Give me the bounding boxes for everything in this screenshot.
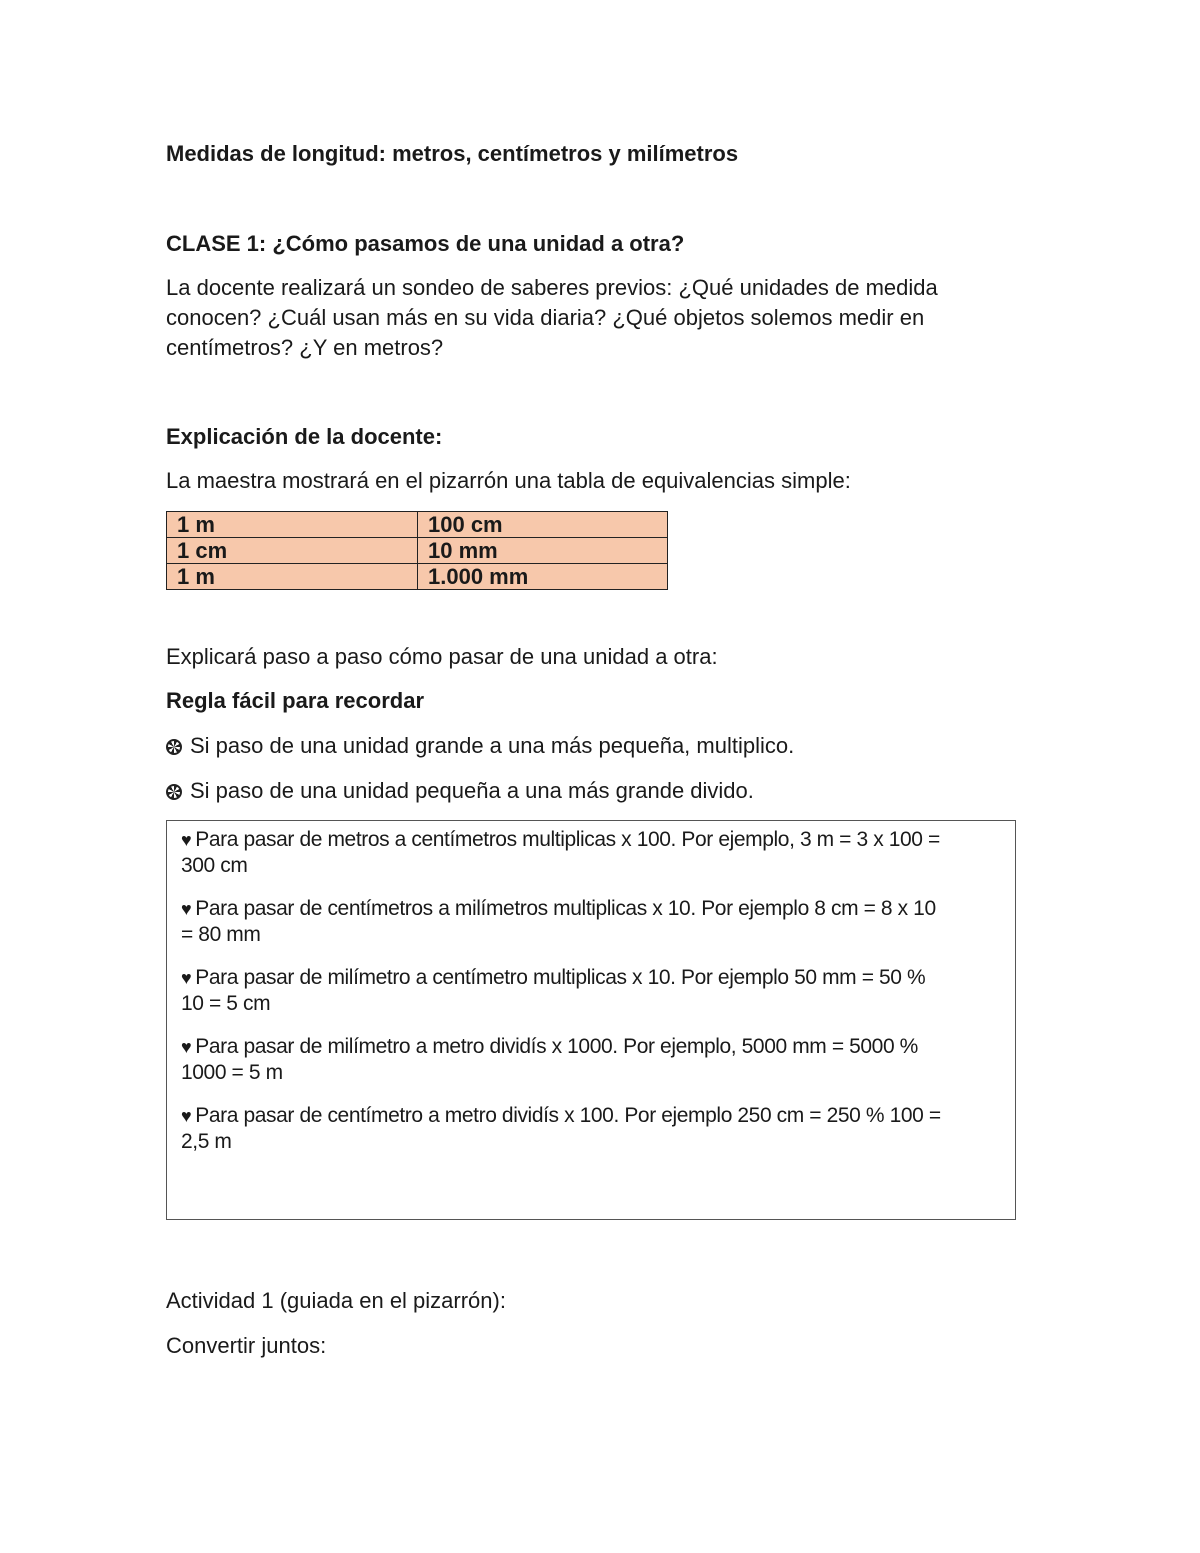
rule-item xyxy=(181,827,1003,879)
table-cell: 1.000 mm xyxy=(418,564,668,590)
rule-line: Para pasar de milímetro a centímetro multiplicas x 10. Por ejemplo 50 mm = 50 % xyxy=(195,966,926,989)
rule-line: Para pasar de milímetro a metro dividís x 1000. Por ejemplo, 5000 mm = 5000 % xyxy=(195,1035,918,1058)
intro-line: conocen? ¿Cuál usan más en su vida diaria? ¿Qué objetos solemos medir en xyxy=(166,305,925,330)
heart-icon: ♥ xyxy=(181,1037,192,1057)
intro-paragraph xyxy=(166,273,1026,363)
document-title: Medidas de longitud: metros, centímetros y milímetros xyxy=(166,141,739,166)
equivalence-table xyxy=(166,511,668,590)
rule-item xyxy=(181,965,1003,1017)
heart-icon: ♥ xyxy=(181,899,192,919)
bullet-item xyxy=(166,731,794,761)
heart-icon: ♥ xyxy=(181,830,192,850)
paso-a-paso-text: Explicará paso a paso cómo pasar de una unidad a otra: xyxy=(166,644,718,669)
rule-item xyxy=(181,1103,1003,1155)
tabla-intro: La maestra mostrará en el pizarrón una tabla de equivalencias simple: xyxy=(166,468,851,493)
table-cell: 10 mm xyxy=(418,538,668,564)
regla-heading: Regla fácil para recordar xyxy=(166,688,425,713)
rule-line: 1000 = 5 m xyxy=(181,1061,283,1084)
rule-item xyxy=(181,1034,1003,1086)
rule-line: 2,5 m xyxy=(181,1130,232,1153)
convertir-text: Convertir juntos: xyxy=(166,1333,327,1358)
rules-box xyxy=(166,820,1016,1220)
table-cell: 1 cm xyxy=(167,538,418,564)
rule-item xyxy=(181,896,1003,948)
bullet-text: Si paso de una unidad pequeña a una más grande divido. xyxy=(190,778,754,803)
table-row xyxy=(167,538,668,564)
table-cell: 1 m xyxy=(167,564,418,590)
table-row xyxy=(167,564,668,590)
rule-line: 10 = 5 cm xyxy=(181,992,271,1015)
table-cell: 100 cm xyxy=(418,512,668,538)
rule-line: Para pasar de centímetros a milímetros multiplicas x 10. Por ejemplo 8 cm = 8 x 10 xyxy=(195,897,936,920)
clase-heading: CLASE 1: ¿Cómo pasamos de una unidad a otra? xyxy=(166,231,685,256)
table-row xyxy=(167,512,668,538)
flower-bullet-icon xyxy=(166,739,182,755)
flower-bullet-icon xyxy=(166,784,182,800)
intro-line: centímetros? ¿Y en metros? xyxy=(166,335,444,360)
explicacion-heading: Explicación de la docente: xyxy=(166,424,443,449)
rule-line: Para pasar de metros a centímetros multiplicas x 100. Por ejemplo, 3 m = 3 x 100 = xyxy=(195,828,940,851)
rule-line: Para pasar de centímetro a metro dividís x 100. Por ejemplo 250 cm = 250 % 100 = xyxy=(195,1104,941,1127)
bullet-text: Si paso de una unidad grande a una más pequeña, multiplico. xyxy=(190,733,795,758)
heart-icon: ♥ xyxy=(181,1106,192,1126)
intro-line: La docente realizará un sondeo de saberes previos: ¿Qué unidades de medida xyxy=(166,275,938,300)
table-cell: 1 m xyxy=(167,512,418,538)
actividad-heading: Actividad 1 (guiada en el pizarrón): xyxy=(166,1288,506,1313)
heart-icon: ♥ xyxy=(181,968,192,988)
bullet-item xyxy=(166,776,754,806)
rule-line: = 80 mm xyxy=(181,923,261,946)
rule-line: 300 cm xyxy=(181,854,248,877)
